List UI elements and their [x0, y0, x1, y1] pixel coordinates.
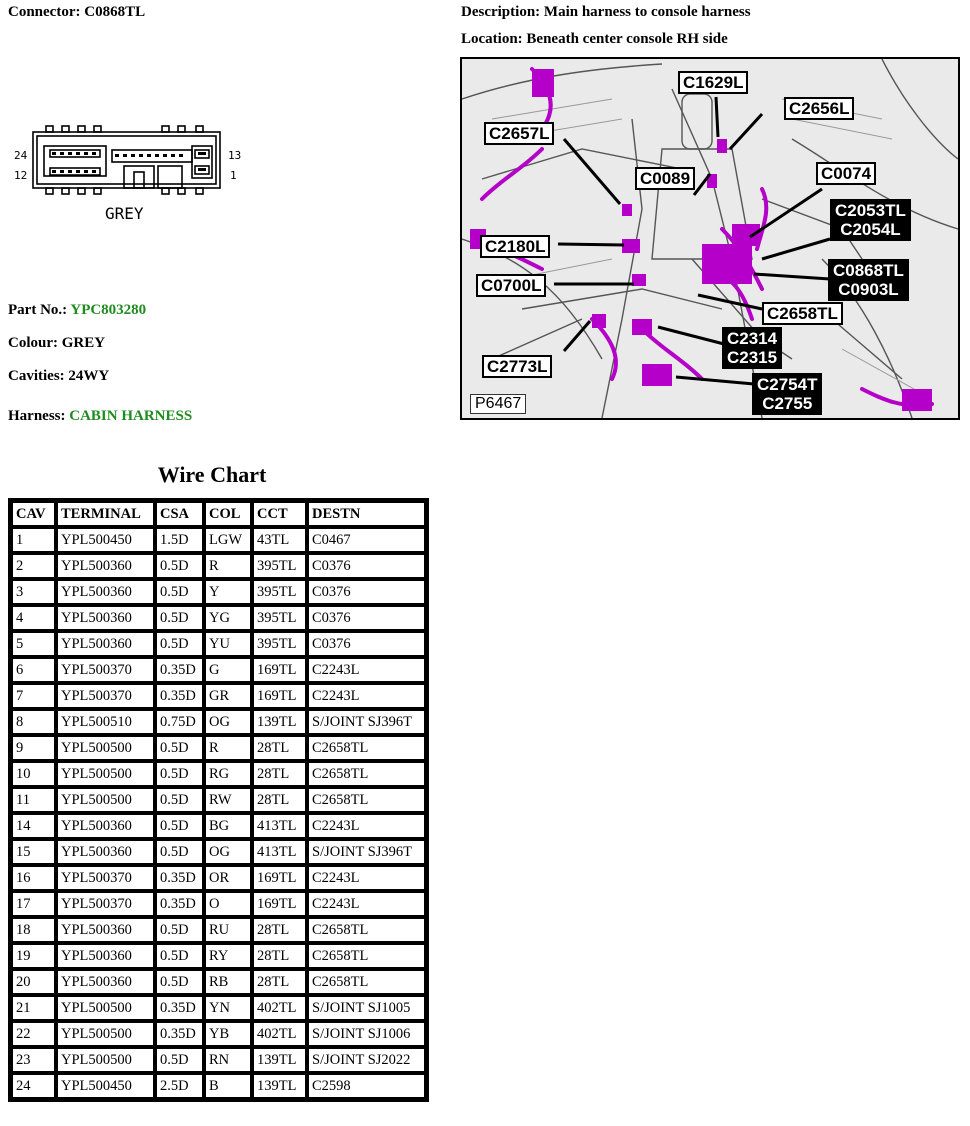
- cell-terminal: YPL500360: [57, 944, 154, 968]
- cavities-label: Cavities:: [8, 368, 65, 384]
- table-row: [12, 1022, 425, 1046]
- connector-field: [8, 4, 145, 21]
- callout-c2657l: C2657L: [484, 122, 554, 145]
- cell-cav: 14: [12, 814, 55, 838]
- cell-csa: 0.5D: [156, 970, 203, 994]
- pin-label-12: 12: [14, 169, 28, 182]
- cavities-value: 24WY: [68, 368, 110, 384]
- cell-terminal: YPL500510: [57, 710, 154, 734]
- harness-field: [8, 408, 192, 425]
- colour-value: GREY: [61, 335, 106, 351]
- part-no-label: Part No.:: [8, 302, 68, 318]
- cell-cct: 395TL: [253, 580, 306, 604]
- table-row: [12, 970, 425, 994]
- cell-destn: C2658TL: [308, 970, 425, 994]
- header-destn: DESTN: [308, 502, 425, 526]
- cell-csa: 0.5D: [156, 814, 203, 838]
- cell-terminal: YPL500500: [57, 996, 154, 1020]
- cell-cct: 395TL: [253, 554, 306, 578]
- callout-c2656l: C2656L: [784, 97, 854, 120]
- cell-csa: 1.5D: [156, 528, 203, 552]
- cell-terminal: YPL500360: [57, 840, 154, 864]
- description-field: [461, 4, 751, 21]
- cell-cav: 2: [12, 554, 55, 578]
- connector-value: C0868TL: [84, 4, 146, 20]
- cell-terminal: YPL500450: [57, 1074, 154, 1098]
- table-row: [12, 866, 425, 890]
- wire-chart-title: Wire Chart: [157, 462, 267, 487]
- description-value: Main harness to console harness: [543, 4, 751, 20]
- table-row: [12, 892, 425, 916]
- cell-terminal: YPL500370: [57, 658, 154, 682]
- location-field: [461, 31, 728, 48]
- cell-cav: 3: [12, 580, 55, 604]
- harness-label: Harness:: [8, 408, 66, 424]
- table-row: [12, 580, 425, 604]
- cell-destn: C2243L: [308, 684, 425, 708]
- cell-cav: 11: [12, 788, 55, 812]
- cell-terminal: YPL500360: [57, 606, 154, 630]
- cell-cav: 22: [12, 1022, 55, 1046]
- cell-destn: C2658TL: [308, 788, 425, 812]
- cell-csa: 0.5D: [156, 580, 203, 604]
- cell-cct: 402TL: [253, 996, 306, 1020]
- cell-destn: S/JOINT SJ1005: [308, 996, 425, 1020]
- cell-terminal: YPL500500: [57, 736, 154, 760]
- location-label: Location:: [461, 31, 523, 47]
- callout-c2658tl: C2658TL: [762, 302, 843, 325]
- connector-face-diagram: [10, 122, 250, 227]
- cell-destn: C2243L: [308, 814, 425, 838]
- cell-col: Y: [205, 580, 251, 604]
- header-terminal: TERMINAL: [57, 502, 154, 526]
- cell-destn: C2658TL: [308, 944, 425, 968]
- cell-cct: 28TL: [253, 970, 306, 994]
- cell-col: RN: [205, 1048, 251, 1072]
- cell-col: RY: [205, 944, 251, 968]
- photo-id-label: P6467: [470, 394, 526, 414]
- cell-cav: 16: [12, 866, 55, 890]
- cell-cav: 20: [12, 970, 55, 994]
- cell-terminal: YPL500360: [57, 814, 154, 838]
- cell-cct: 169TL: [253, 684, 306, 708]
- table-row: [12, 918, 425, 942]
- cell-destn: C2243L: [308, 658, 425, 682]
- cell-csa: 0.5D: [156, 736, 203, 760]
- table-row: [12, 814, 425, 838]
- cell-cct: 169TL: [253, 658, 306, 682]
- cell-csa: 0.5D: [156, 762, 203, 786]
- cell-cav: 18: [12, 918, 55, 942]
- cell-csa: 0.5D: [156, 840, 203, 864]
- cell-destn: S/JOINT SJ1006: [308, 1022, 425, 1046]
- cell-col: O: [205, 892, 251, 916]
- cell-col: RG: [205, 762, 251, 786]
- cell-terminal: YPL500360: [57, 580, 154, 604]
- cell-cav: 24: [12, 1074, 55, 1098]
- cell-csa: 0.35D: [156, 1022, 203, 1046]
- cell-col: GR: [205, 684, 251, 708]
- cell-terminal: YPL500360: [57, 918, 154, 942]
- cell-cct: 395TL: [253, 606, 306, 630]
- cell-cav: 23: [12, 1048, 55, 1072]
- cell-destn: C0376: [308, 606, 425, 630]
- table-row: [12, 554, 425, 578]
- cell-destn: C0376: [308, 580, 425, 604]
- location-value: Beneath center console RH side: [526, 31, 728, 47]
- cell-cav: 6: [12, 658, 55, 682]
- cell-col: B: [205, 1074, 251, 1098]
- callout-c2754t-c2755: C2754T C2755: [752, 373, 822, 415]
- cell-cct: 139TL: [253, 1048, 306, 1072]
- cell-cct: 413TL: [253, 840, 306, 864]
- cell-col: YB: [205, 1022, 251, 1046]
- cell-col: BG: [205, 814, 251, 838]
- table-header-row: [12, 502, 425, 526]
- cell-cct: 28TL: [253, 918, 306, 942]
- cell-destn: C2658TL: [308, 736, 425, 760]
- cell-terminal: YPL500370: [57, 684, 154, 708]
- pin-label-13: 13: [228, 149, 242, 162]
- colour-label: Colour:: [8, 335, 58, 351]
- cell-cct: 395TL: [253, 632, 306, 656]
- callout-c0074: C0074: [816, 162, 876, 185]
- cell-cct: 139TL: [253, 1074, 306, 1098]
- cell-csa: 0.75D: [156, 710, 203, 734]
- cell-destn: C0467: [308, 528, 425, 552]
- callout-c2773l: C2773L: [482, 355, 552, 378]
- cell-cct: 28TL: [253, 788, 306, 812]
- wire-chart-body: [12, 528, 425, 1098]
- cell-col: OR: [205, 866, 251, 890]
- cell-cav: 7: [12, 684, 55, 708]
- cell-cav: 1: [12, 528, 55, 552]
- table-row: [12, 528, 425, 552]
- cell-cav: 8: [12, 710, 55, 734]
- cell-cav: 21: [12, 996, 55, 1020]
- table-row: [12, 606, 425, 630]
- cell-destn: C2598: [308, 1074, 425, 1098]
- cell-cct: 28TL: [253, 762, 306, 786]
- cell-cav: 4: [12, 606, 55, 630]
- table-row: [12, 1074, 425, 1098]
- callout-c2053tl-c2054l: C2053TL C2054L: [830, 199, 911, 241]
- cell-destn: C2658TL: [308, 762, 425, 786]
- cell-cav: 19: [12, 944, 55, 968]
- part-no-field: [8, 302, 146, 319]
- cell-terminal: YPL500500: [57, 762, 154, 786]
- location-photo: [460, 57, 960, 420]
- callout-c2314-c2315: C2314 C2315: [722, 327, 782, 369]
- cell-terminal: YPL500370: [57, 866, 154, 890]
- cell-cav: 5: [12, 632, 55, 656]
- cell-col: RB: [205, 970, 251, 994]
- cell-cav: 17: [12, 892, 55, 916]
- callout-c0089: C0089: [635, 167, 695, 190]
- cell-cav: 9: [12, 736, 55, 760]
- part-no-link[interactable]: YPC803280: [70, 302, 147, 318]
- cell-terminal: YPL500500: [57, 1022, 154, 1046]
- diagram-colour-text: GREY: [105, 204, 144, 223]
- harness-link[interactable]: CABIN HARNESS: [69, 408, 193, 424]
- cell-col: OG: [205, 710, 251, 734]
- cell-csa: 0.5D: [156, 944, 203, 968]
- connector-label: Connector:: [8, 4, 81, 20]
- cell-cct: 413TL: [253, 814, 306, 838]
- cell-csa: 0.5D: [156, 918, 203, 942]
- cell-col: YG: [205, 606, 251, 630]
- cell-destn: C2658TL: [308, 918, 425, 942]
- cell-cct: 28TL: [253, 736, 306, 760]
- table-row: [12, 788, 425, 812]
- cell-col: R: [205, 736, 251, 760]
- table-row: [12, 1048, 425, 1072]
- header-col: COL: [205, 502, 251, 526]
- cell-terminal: YPL500360: [57, 632, 154, 656]
- table-row: [12, 736, 425, 760]
- cell-terminal: YPL500360: [57, 970, 154, 994]
- cell-col: OG: [205, 840, 251, 864]
- wire-chart-table: [8, 498, 429, 1102]
- cell-cav: 15: [12, 840, 55, 864]
- cell-csa: 0.35D: [156, 892, 203, 916]
- cell-csa: 0.5D: [156, 554, 203, 578]
- cell-col: RU: [205, 918, 251, 942]
- cell-csa: 0.5D: [156, 788, 203, 812]
- cell-csa: 0.35D: [156, 658, 203, 682]
- table-row: [12, 996, 425, 1020]
- header-cct: CCT: [253, 502, 306, 526]
- cell-csa: 0.5D: [156, 632, 203, 656]
- cell-col: R: [205, 554, 251, 578]
- cell-terminal: YPL500370: [57, 892, 154, 916]
- cell-destn: C0376: [308, 632, 425, 656]
- cell-destn: C2243L: [308, 892, 425, 916]
- cell-cct: 28TL: [253, 944, 306, 968]
- cell-csa: 0.35D: [156, 684, 203, 708]
- table-row: [12, 840, 425, 864]
- callout-c0700l: C0700L: [476, 274, 546, 297]
- callout-c1629l: C1629L: [678, 71, 748, 94]
- cell-csa: 0.35D: [156, 866, 203, 890]
- cell-destn: S/JOINT SJ396T: [308, 840, 425, 864]
- colour-field: [8, 335, 105, 352]
- cell-destn: S/JOINT SJ396T: [308, 710, 425, 734]
- table-row: [12, 684, 425, 708]
- cell-cct: 139TL: [253, 710, 306, 734]
- cell-terminal: YPL500360: [57, 554, 154, 578]
- header-csa: CSA: [156, 502, 203, 526]
- cell-terminal: YPL500450: [57, 528, 154, 552]
- cell-destn: S/JOINT SJ2022: [308, 1048, 425, 1072]
- cell-col: YU: [205, 632, 251, 656]
- table-row: [12, 658, 425, 682]
- table-row: [12, 632, 425, 656]
- cell-cct: 169TL: [253, 892, 306, 916]
- table-row: [12, 944, 425, 968]
- cell-col: YN: [205, 996, 251, 1020]
- cell-destn: C0376: [308, 554, 425, 578]
- cell-terminal: YPL500500: [57, 1048, 154, 1072]
- cell-col: G: [205, 658, 251, 682]
- pin-label-1: 1: [230, 169, 237, 182]
- callout-c0868tl-c0903l: C0868TL C0903L: [828, 259, 909, 301]
- cell-csa: 0.5D: [156, 1048, 203, 1072]
- cell-csa: 0.5D: [156, 606, 203, 630]
- callout-c2180l: C2180L: [480, 235, 550, 258]
- cell-col: LGW: [205, 528, 251, 552]
- table-row: [12, 710, 425, 734]
- cell-terminal: YPL500500: [57, 788, 154, 812]
- cell-cct: 402TL: [253, 1022, 306, 1046]
- cell-csa: 2.5D: [156, 1074, 203, 1098]
- table-row: [12, 762, 425, 786]
- cell-destn: C2243L: [308, 866, 425, 890]
- cell-cct: 43TL: [253, 528, 306, 552]
- cell-cct: 169TL: [253, 866, 306, 890]
- header-cav: CAV: [12, 502, 55, 526]
- pin-label-24: 24: [14, 149, 28, 162]
- cell-csa: 0.35D: [156, 996, 203, 1020]
- description-label: Description:: [461, 4, 541, 20]
- cavities-field: [8, 368, 109, 385]
- cell-col: RW: [205, 788, 251, 812]
- cell-cav: 10: [12, 762, 55, 786]
